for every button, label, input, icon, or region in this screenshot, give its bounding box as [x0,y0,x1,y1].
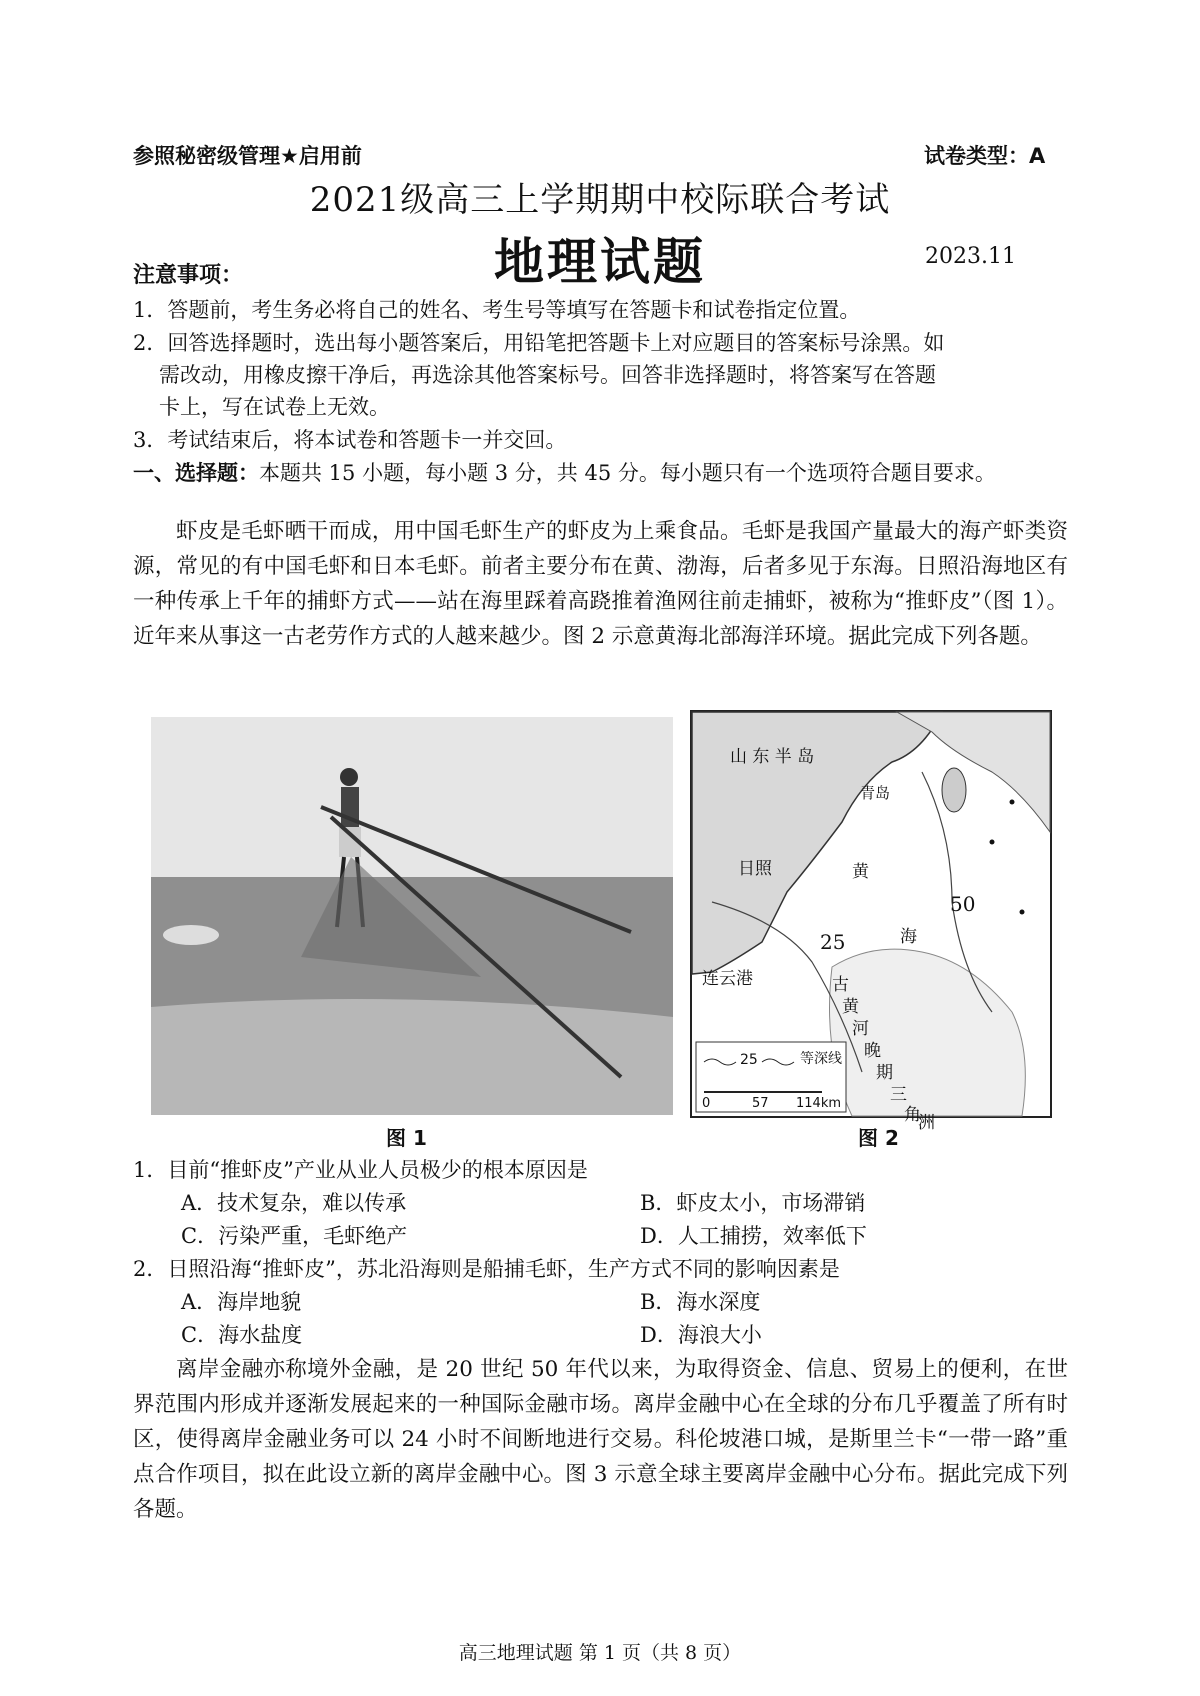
map-label-delta: 角 [904,1105,921,1125]
map-label-delta: 古 [832,975,849,995]
question-stem: 1．目前“推虾皮”产业从业人员极少的根本原因是 [133,1158,588,1182]
notice-heading: 注意事项： [133,263,244,288]
map-label-delta: 洲 [918,1113,935,1133]
question-stem: 2．日照沿海“推虾皮”，苏北沿海则是船捕毛虾，生产方式不同的影响因素是 [133,1257,840,1281]
map-label-delta: 黄 [842,997,859,1017]
legend-contour-value: 25 [740,1052,758,1068]
map-label-lianyungang: 连云港 [702,969,753,989]
map-label-delta: 河 [852,1019,869,1039]
map-label-depth-25: 25 [820,930,846,954]
scale-label: 0 [702,1096,711,1111]
notice-item: 需改动，用橡皮擦干净后，再选涂其他答案标号。回答非选择题时，将答案写在答题 [159,363,936,387]
scale-label: 114km [796,1096,842,1111]
subject-title: 地理试题 [494,233,706,291]
figure-1-photo [151,717,673,1115]
scale-label: 57 [752,1096,769,1111]
notice-item: 1．答题前，考生务必将自己的姓名、考生号等填写在答题卡和试卷指定位置。 [133,298,861,322]
page-footer: 高三地理试题 第 1 页（共 8 页） [458,1642,742,1664]
shrimp-fisher-illustration [151,717,673,1115]
figure-2-caption: 图 2 [858,1126,899,1150]
section-heading [133,457,996,490]
question-option: B．海水深度 [640,1290,761,1314]
map-label-delta: 晚 [864,1041,881,1061]
section-text: 本题共 15 小题，每小题 3 分，共 45 分。每小题只有一个选项符合题目要求。 [259,461,996,485]
figure-1-caption: 图 1 [386,1126,427,1150]
map-label-delta: 期 [876,1063,893,1083]
passage-1: 虾皮是毛虾晒干而成，用中国毛虾生产的虾皮为上乘食品。毛虾是我国产量最大的海产虾类资源，常见的有中国毛虾和日本毛虾。前者主要分布在黄、渤海，后者多见于东海。日照沿海地区有一种传承上千年的捕虾方式——站在海里踩着高跷推着渔网往前走捕虾，被称为“推虾皮”（图 1）。近年来从事这一古老劳作方式的人越来越少。图 2 示意黄海北部海洋环境。据此完成下列各题。 [133,519,1068,649]
map-label-depth-50: 50 [950,892,976,916]
question-option: B．虾皮太小，市场滞销 [640,1191,866,1215]
legend-contour-name: 等深线 [800,1051,842,1067]
map-label-delta: 三 [890,1085,907,1105]
map-label-hai: 海 [900,927,917,947]
question-option: C．海水盐度 [181,1323,303,1347]
passage-2: 离岸金融亦称境外金融，是 20 世纪 50 年代以来，为取得资金、信息、贸易上的便利，在世界范围内形成并逐渐发展起来的一种国际金融市场。离岸金融中心在全球的分布几乎覆盖了所有时区，使得离岸金融业务可以 24 小时不间断地进行交易。科伦坡港口城，是斯里兰卡“一带一路”重点合作项目，拟在此设立新的离岸金融中心。图 3 示意全球主要离岸金融中心分布。据此完成下列各题。 [133,1357,1068,1522]
notice-item: 2．回答选择题时，选出每小题答案后，用铅笔把答题卡上对应题目的答案标号涂黑。如 [133,331,945,355]
paper-type-label: 试卷类型：A [924,144,1046,168]
question-option: C．污染严重，毛虾绝产 [181,1224,408,1248]
question-option: D．海浪大小 [640,1323,762,1347]
exam-title: 2021级高三上学期期中校际联合考试 [309,180,891,220]
figure-2-map [690,710,1052,1133]
map-label-peninsula: 山 东 半 岛 [730,747,815,767]
exam-date: 2023.11 [925,244,1016,269]
question-option: D．人工捕捞，效率低下 [640,1224,867,1248]
notice-item: 卡上，写在试卷上无效。 [159,395,390,419]
question-option: A．技术复杂，难以传承 [181,1191,407,1215]
map-label-qingdao: 青岛 [860,784,891,802]
confidential-label: 参照秘密级管理★启用前 [133,144,362,168]
section-label: 一、选择题： [133,461,259,485]
notice-item: 3．考试结束后，将本试卷和答题卡一并交回。 [133,428,567,452]
question-option: A．海岸地貌 [181,1290,302,1314]
map-label-huang: 黄 [852,862,869,882]
map-label-rizhao: 日照 [738,859,772,879]
